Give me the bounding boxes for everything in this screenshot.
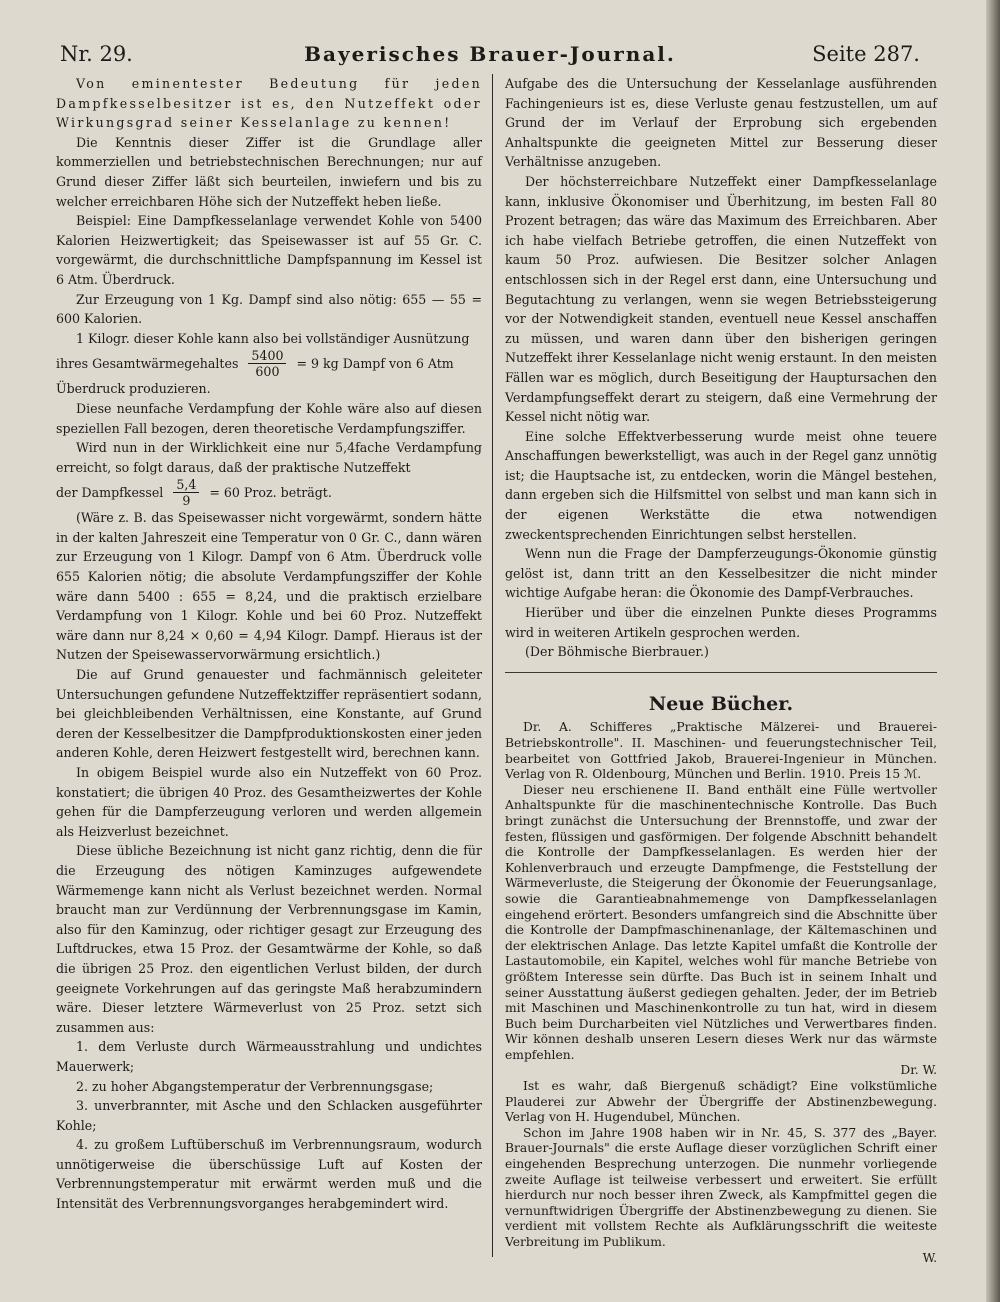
left-paragraph: Diese übliche Bezeichnung ist nicht ganz richtig, denn die für die Erzeugung des nötigen Kaminzuges aufgewendete Wärmemenge kann nicht als Verlust bezeichnet werden. Normal braucht man zur Verdünnung der Verbrennungsgase im Kamin, also für den Kaminzug, oder richtiger gesagt zur Erzeugung des Luftdruckes, etwa 15 Proz. der Gesamtwärme der Kohle, so daß die übrigen 25 Proz. den eigentlichen Verlust bilden, der durch geeignete Vorkehrungen auf das geringste Maß herabzumindern wäre. Dieser letztere Wärmeverlust von 25 Proz. setzt sich zusammen aus: (56, 843, 482, 1035)
left-paragraph: Beispiel: Eine Dampfkesselanlage verwendet Kohle von 5400 Kalorien Heizwertigkeit; das Speisewasser ist auf 55 Gr. C. vorgewärmt, die durchschnittliche Dampfspannung im Kessel ist 6 Atm. Überdruck. (56, 213, 482, 287)
formula-text: der Dampfkessel (56, 484, 164, 500)
right-paragraph: Hierüber und über die einzelnen Punkte dieses Programms wird in weiteren Artikeln gesprochen werden. (505, 605, 937, 640)
formula-text: = 60 Proz. beträgt. (209, 484, 332, 500)
left-paragraph: Von eminentester Bedeutung für jeden Dampfkesselbesitzer ist es, den Nutzeffekt oder Wirkungsgrad seiner Kesselanlage zu kennen! (56, 76, 482, 131)
formula-text: = 9 kg Dampf von 6 Atm (296, 356, 454, 372)
book-reviews (505, 720, 937, 1266)
right-paragraph: Der höchsterreichbare Nutzeffekt einer Dampfkesselanlage kann, inklusive Ökonomiser und Überhitzung, im besten Fall 80 Prozent betragen; das wäre das Maximum des Erreichbaren. Aber ich habe vielfach Betriebe getroffen, die einen Nutzeffekt von kaum 50 Proz. aufwiesen. Die Besitzer solcher Anlagen entschlossen sich in der Regel erst dann, eine Untersuchung und Begutachtung zu verlangen, wenn sie wegen Betriebssteigerung vor der Notwendigkeit standen, eventuell neue Kessel anschaffen zu müssen, und waren dann über den bisherigen geringen Nutzeffekt ihrer Kesselanlage nicht wenig erstaunt. In den meisten Fällen war es möglich, durch Beseitigung der Hauptursachen den Verdampfungseffekt derart zu steigern, daß eine Vermehrung der Kessel nicht nötig war. (505, 173, 937, 425)
fraction (248, 348, 286, 379)
left-paragraph: Wird nun in der Wirklichkeit eine nur 5,4fache Verdampfung erreicht, so folgt daraus, daß der praktische Nutzeffekt (56, 440, 482, 475)
formula-text: ihres Gesamtwärmegehaltes (56, 356, 239, 372)
right-paragraph: Wenn nun die Frage der Dampferzeugungs-Ökonomie günstig gelöst ist, dann tritt an den Kesselbesitzer die nicht minder wichtige Aufgabe heran: die Ökonomie des Dampf-Verbrauches. (505, 546, 937, 601)
section-rule (505, 672, 937, 673)
right-paragraph: Eine solche Effektverbesserung wurde meist ohne teuere Anschaffungen bewerkstelligt, was auch in der Regel ganz unnötig ist; die Hauptsache ist, zu entdecken, worin die Mängel bestehen, dann ergeben sich die Hilfsmittel von selbst und man kann sich in der eigenen Werkstätte die etwa notwendigen zweckentsprechenden Einrichtungen selbst herstellen. (505, 428, 937, 542)
fraction-numerator: 5400 (248, 348, 286, 364)
list-item: 2. zu hoher Abgangstemperatur der Verbrennungsgase; (76, 1078, 434, 1094)
fraction (173, 477, 199, 508)
section-title: Neue Bücher. (648, 692, 794, 715)
journal-title: Bayerisches Brauer-Journal. (304, 42, 676, 66)
issue-number: Nr. 29. (60, 42, 133, 66)
left-paragraph: 1 Kilogr. dieser Kohle kann also bei vollständiger Ausnützung (76, 330, 470, 346)
column-divider (492, 74, 493, 1257)
formula-line (56, 348, 482, 379)
fraction-denominator: 9 (182, 493, 191, 509)
page-header (60, 42, 920, 72)
page-edge (986, 0, 1000, 1302)
formula-line (56, 477, 482, 508)
left-paragraph: Zur Erzeugung von 1 Kg. Dampf sind also nötig: 655 — 55 = 600 Kalorien. (56, 291, 482, 327)
article-source: (Der Böhmische Bierbrauer.) (525, 644, 709, 660)
fraction-numerator: 5,4 (173, 477, 199, 493)
book-review-title: Dr. A. Schifferes „Praktische Mälzerei- und Brauerei-Betriebskontrolle". II. Maschinen- und feuerungstechnischer Teil, bearbeitet von Gottfried Jakob, Brauerei-Ingenieur in München. Verlag von R. Oldenbourg, München und Berlin. 1910. Preis 15 ℳ. (505, 720, 937, 782)
left-paragraph: Diese neunfache Verdampfung der Kohle wäre also auf diesen speziellen Fall bezogen, deren theoretische Verdampfungsziffer. (56, 400, 482, 436)
list-item: 3. unverbrannter, mit Asche und den Schlacken ausgeführter Kohle; (56, 1098, 482, 1133)
left-paragraph: Überdruck produzieren. (56, 381, 211, 397)
left-paragraph: (Wäre z. B. das Speisewasser nicht vorgewärmt, sondern hätte in der kalten Jahreszeit eine Temperatur von 0 Gr. C., dann wären zur Erzeugung von 1 Kilogr. Dampf von 6 Atm. Überdruck volle 655 Kalorien nötig; die absolute Verdampfungsziffer der Kohle wäre dann 5400 : 655 = 8,24, und die praktisch erzielbare Verdampfung von 1 Kilogr. Kohle und bei 60 Proz. Nutzeffekt wäre dann nur 8,24 × 0,60 = 4,94 Kilogr. Dampf. Hieraus ist der Nutzen der Speisewasservorwärmung ersichtlich.) (56, 510, 482, 663)
page-number: Seite 287. (812, 42, 920, 66)
review-signature: W. (922, 1250, 937, 1265)
right-column (505, 74, 937, 1266)
review-signature: Dr. W. (900, 1063, 937, 1078)
list-item: 4. zu großem Luftüberschuß im Verbrennungsraum, wodurch unnötigerweise die überschüssige Luft auf Kosten der Verbrennungstemperatur mit erwärmt werden muß und die Intensität des Verbrennungsvorganges herabgemindert wird. (56, 1137, 482, 1212)
right-paragraph: Aufgabe des die Untersuchung der Kesselanlage ausführenden Fachingenieurs ist es, diese Verluste genau festzustellen, um auf Grund der im Verlauf der Erprobung sich ergebenden Anhaltspunkte die geeigneten Mittel zur Besserung dieser Verhältnisse anzugeben. (505, 76, 937, 170)
list-item: 1. dem Verluste durch Wärmeausstrahlung und undichtes Mauerwerk; (56, 1039, 482, 1074)
book-review-text: Dieser neu erschienene II. Band enthält eine Fülle wertvoller Anhaltspunkte für die maschinentechnische Kontrolle. Das Buch bringt zunächst die Untersuchung der Brennstoffe, und zwar der festen, flüssigen und gasförmigen. Der folgende Abschnitt behandelt die Kontrolle der Dampfkesselanlagen. Es werden hier der Kohlenverbrauch und erzeugte Dampfmenge, die Feststellung der Wärmeverluste, die Steigerung der Ökonomie der Feuerungsanlage, sowie die Garantieabnahmemenge von Dampfkesselanlagen eingehend erörtert. Besonders umfangreich sind die Abschnitte über die Kontrolle der Dampfmaschinenanlage, der Kältemaschinen und der elektrischen Anlage. Das letzte Kapitel umfaßt die Kontrolle der Lastautomobile, ein Kapitel, welches wohl für manche Betriebe von größtem Interesse sein dürfte. Das Buch ist in seinem Inhalt und seiner Ausstattung äußerst gediegen gehalten. Jeder, der im Betrieb mit Maschinen und Maschinenkontrolle zu tun hat, wird in diesem Buch beim Durcharbeiten viel Nützliches und Verwertbares finden. Wir können deshalb unseren Lesern dieses Werk nur das wärmste empfehlen. (505, 782, 937, 1062)
left-paragraph: Die Kenntnis dieser Ziffer ist die Grundlage aller kommerziellen und betriebstechnischen Berechnungen; nur auf Grund dieser Ziffer läßt sich beurteilen, inwiefern und bis zu welcher erreichbaren Höhe sich der Nutzeffekt heben ließe. (56, 134, 482, 209)
left-column (56, 74, 482, 1214)
book-review-title: Ist es wahr, daß Biergenuß schädigt? Eine volkstümliche Plauderei zur Abwehr der Übergriffe der Abstinenzbewegung. Verlag von H. Hugendubel, München. (505, 1079, 937, 1125)
left-paragraph: In obigem Beispiel wurde also ein Nutzeffekt von 60 Proz. konstatiert; die übrigen 40 Proz. des Gesamtheizwertes der Kohle gehen für die Dampferzeugung verloren und werden allgemein als Heizverlust bezeichnet. (56, 765, 482, 839)
fraction-denominator: 600 (255, 364, 280, 380)
book-review-text: Schon im Jahre 1908 haben wir in Nr. 45, S. 377 des „Bayer. Brauer-Journals" die erste Auflage dieser vorzüglichen Schrift einer eingehenden Besprechung unterzogen. Die nunmehr vorliegende zweite Auflage ist teilweise verbessert und erweitert. Sie erfüllt hierdurch nur noch besser ihren Zweck, als Kampfmittel gegen die vernunftwidrigen Übergriffe der Abstinenzbewegung zu dienen. Sie verdient mit vollstem Rechte als Aufklärungsschrift die weiteste Verbreitung im Publikum. (505, 1125, 937, 1249)
left-paragraph: Die auf Grund genauester und fachmännisch geleiteter Untersuchungen gefundene Nutzeffektziffer repräsentiert sodann, bei gleichbleibenden Verhältnissen, eine Konstante, auf Grund deren der Kesselbesitzer die Dampfproduktionskosten einer jeden anderen Kohle, deren Heizwert festgestellt wird, berechnen kann. (56, 667, 482, 761)
